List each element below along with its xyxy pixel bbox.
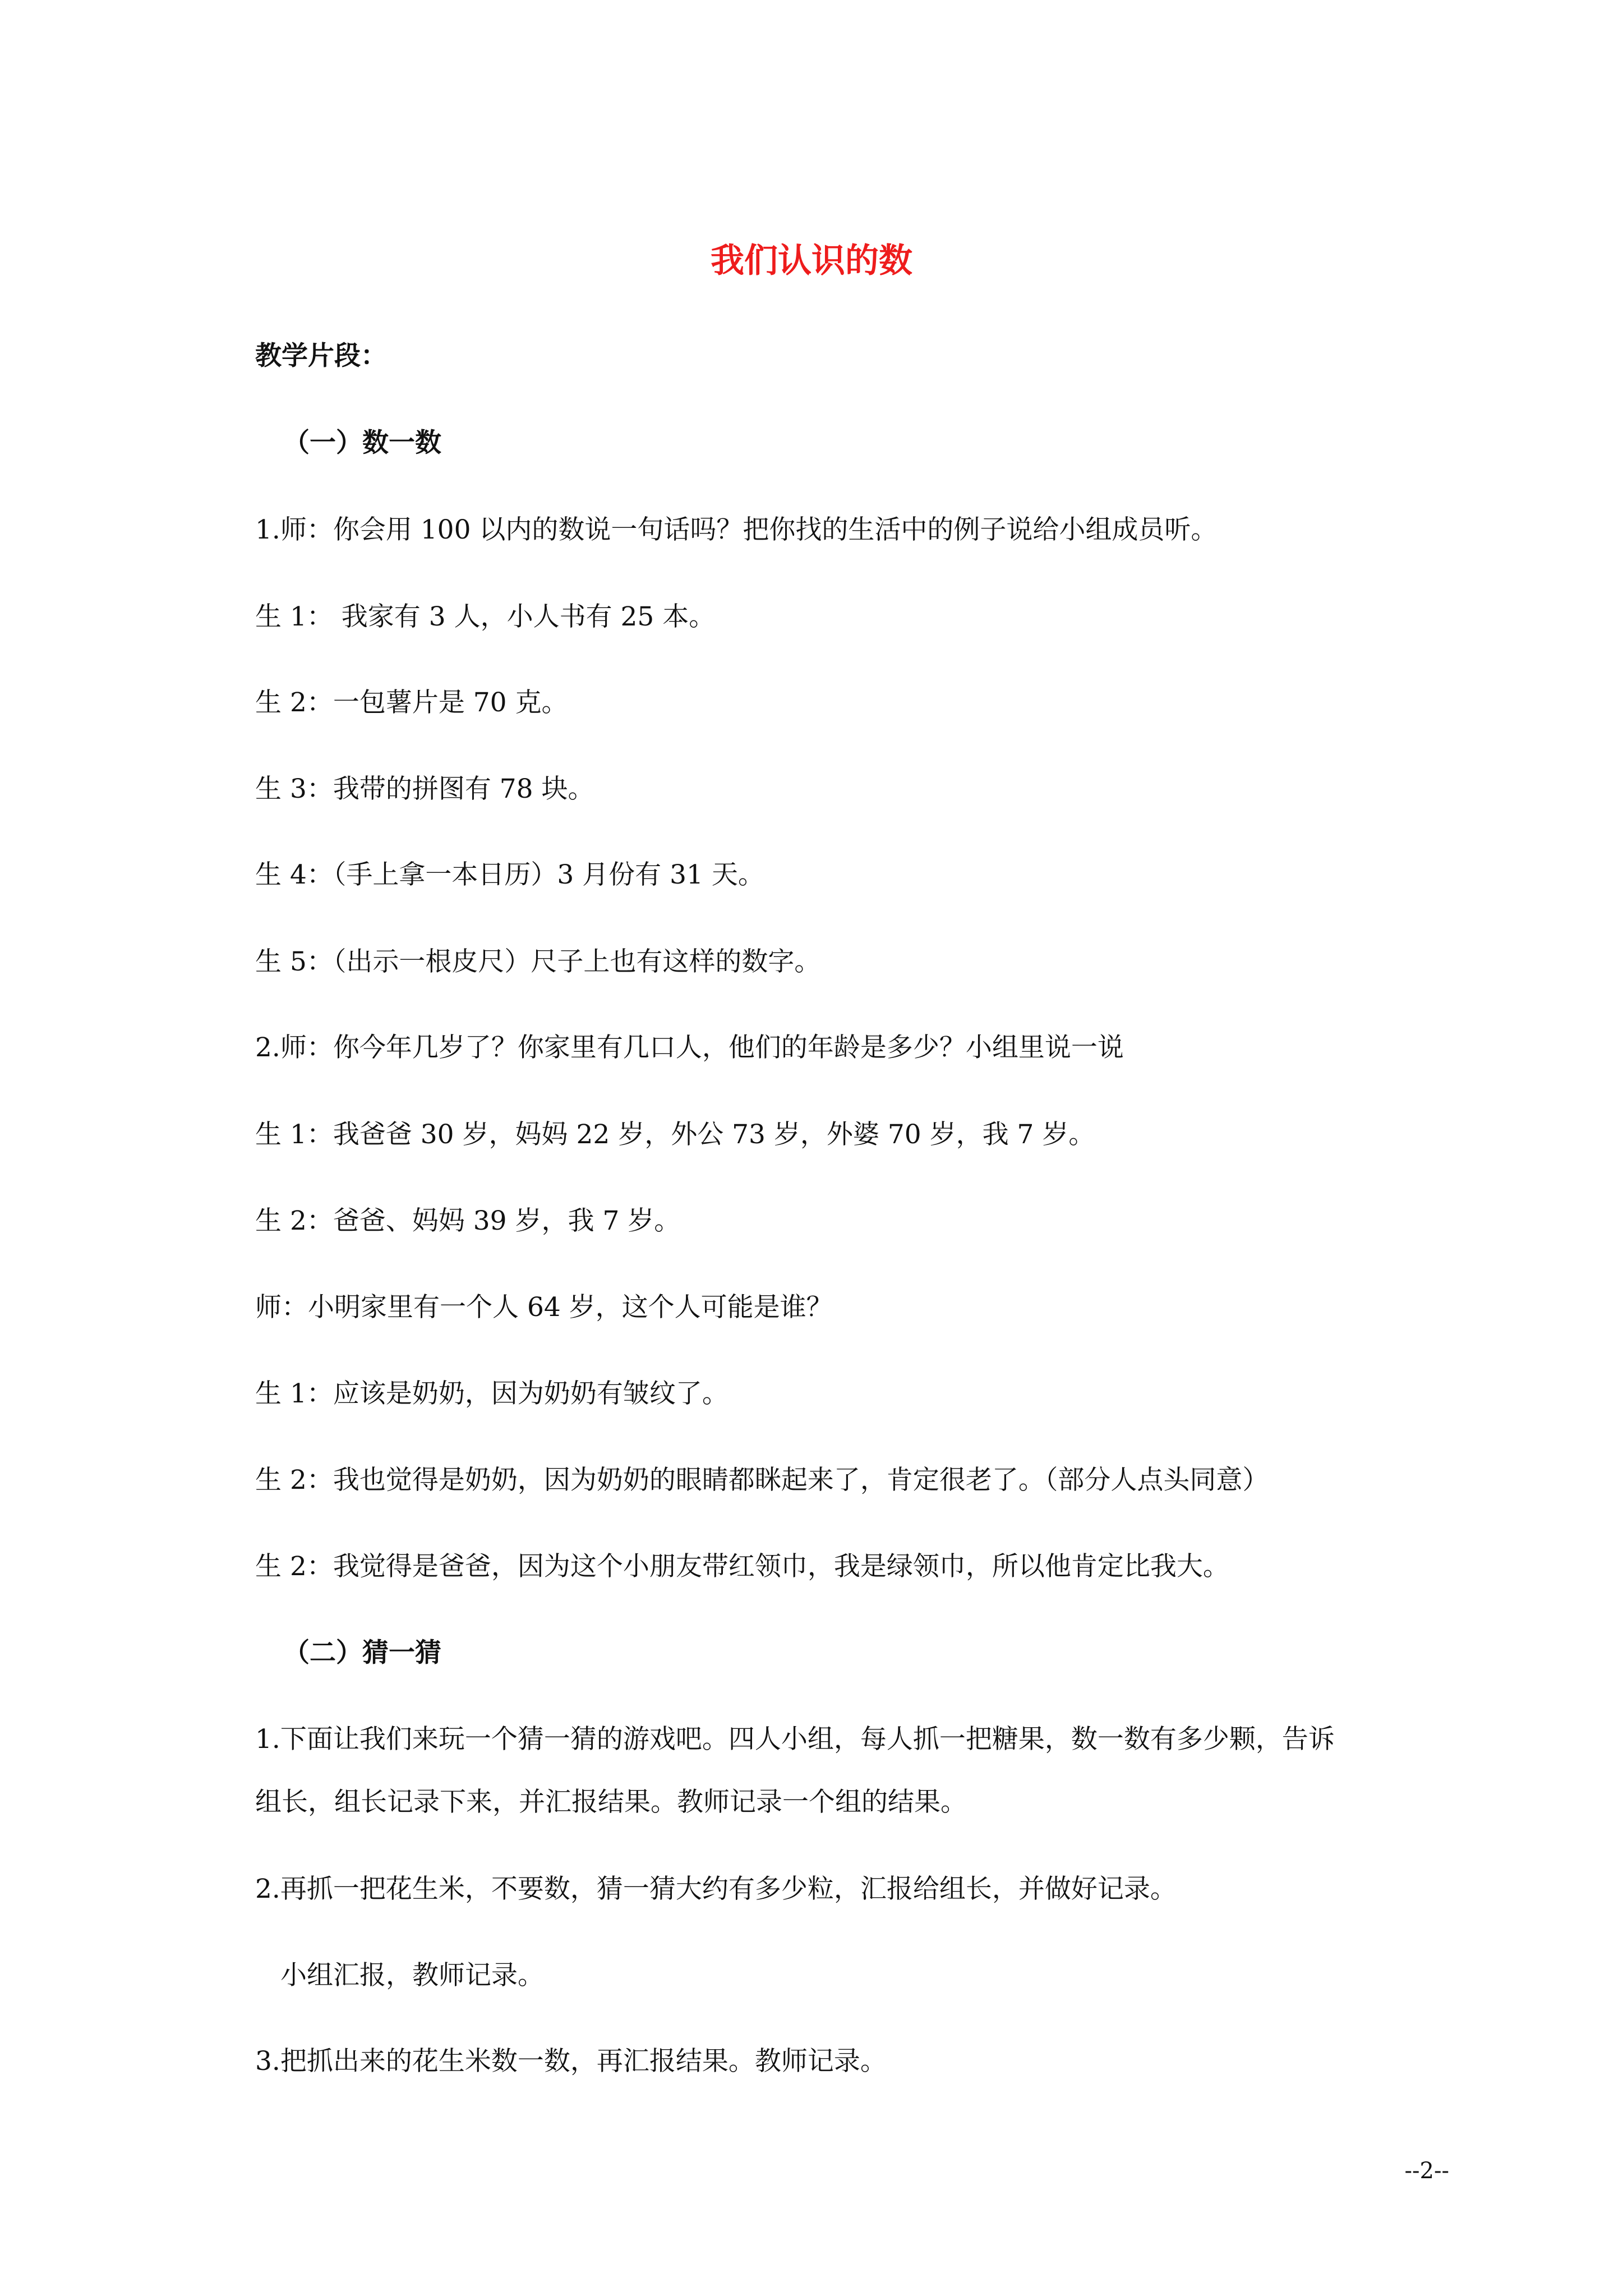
paragraph-line: 1.下面让我们来玩一个猜一猜的游戏吧。四人小组，每人抓一把糖果，数一数有多少颗，告诉	[255, 1724, 1335, 1755]
section-heading-guess: （二）猜一猜	[283, 1637, 441, 1668]
paragraph-line: 生 2：一包薯片是 70 克。	[255, 687, 568, 718]
paragraph-line: 组长，组长记录下来，并汇报结果。教师记录一个组的结果。	[255, 1787, 967, 1818]
paragraph-line: 2.师：你今年几岁了？你家里有几口人，他们的年龄是多少？小组里说一说	[255, 1032, 1124, 1063]
paragraph-line: 生 1：应该是奶奶，因为奶奶有皱纹了。	[255, 1378, 728, 1409]
section-heading-count: （一）数一数	[283, 427, 441, 458]
page-title: 我们认识的数	[711, 241, 912, 280]
paragraph-line: 生 1： 我家有 3 人，小人书有 25 本。	[255, 601, 716, 632]
paragraph-line: 生 1：我爸爸 30 岁，妈妈 22 岁，外公 73 岁，外婆 70 岁，我 7 岁。	[255, 1119, 1095, 1150]
page-number: --2--	[1404, 2158, 1449, 2184]
paragraph-line: 生 5：（出示一根皮尺）尺子上也有这样的数字。	[255, 946, 821, 977]
paragraph-line: 生 2：我觉得是爸爸，因为这个小朋友带红领巾，我是绿领巾，所以他肯定比我大。	[255, 1551, 1229, 1582]
paragraph-line: 生 3：我带的拼图有 78 块。	[255, 774, 594, 804]
paragraph-line: 生 4：（手上拿一本日历）3 月份有 31 天。	[255, 859, 764, 890]
paragraph-line: 1.师：你会用 100 以内的数说一句话吗？把你找的生活中的例子说给小组成员听。	[255, 514, 1218, 545]
intro-label: 教学片段：	[255, 341, 387, 371]
paragraph-line: 生 2：爸爸、妈妈 39 岁，我 7 岁。	[255, 1205, 681, 1236]
paragraph-line: 师：小明家里有一个人 64 岁，这个人可能是谁？	[255, 1292, 833, 1323]
paragraph-line: 2.再抓一把花生米，不要数，猜一猜大约有多少粒，汇报给组长，并做好记录。	[255, 1874, 1177, 1904]
paragraph-line: 小组汇报，教师记录。	[280, 1960, 544, 1991]
paragraph-line: 3.把抓出来的花生米数一数，再汇报结果。教师记录。	[255, 2046, 887, 2077]
paragraph-line: 生 2：我也觉得是奶奶，因为奶奶的眼睛都眯起来了，肯定很老了。（部分人点头同意）	[255, 1465, 1269, 1496]
